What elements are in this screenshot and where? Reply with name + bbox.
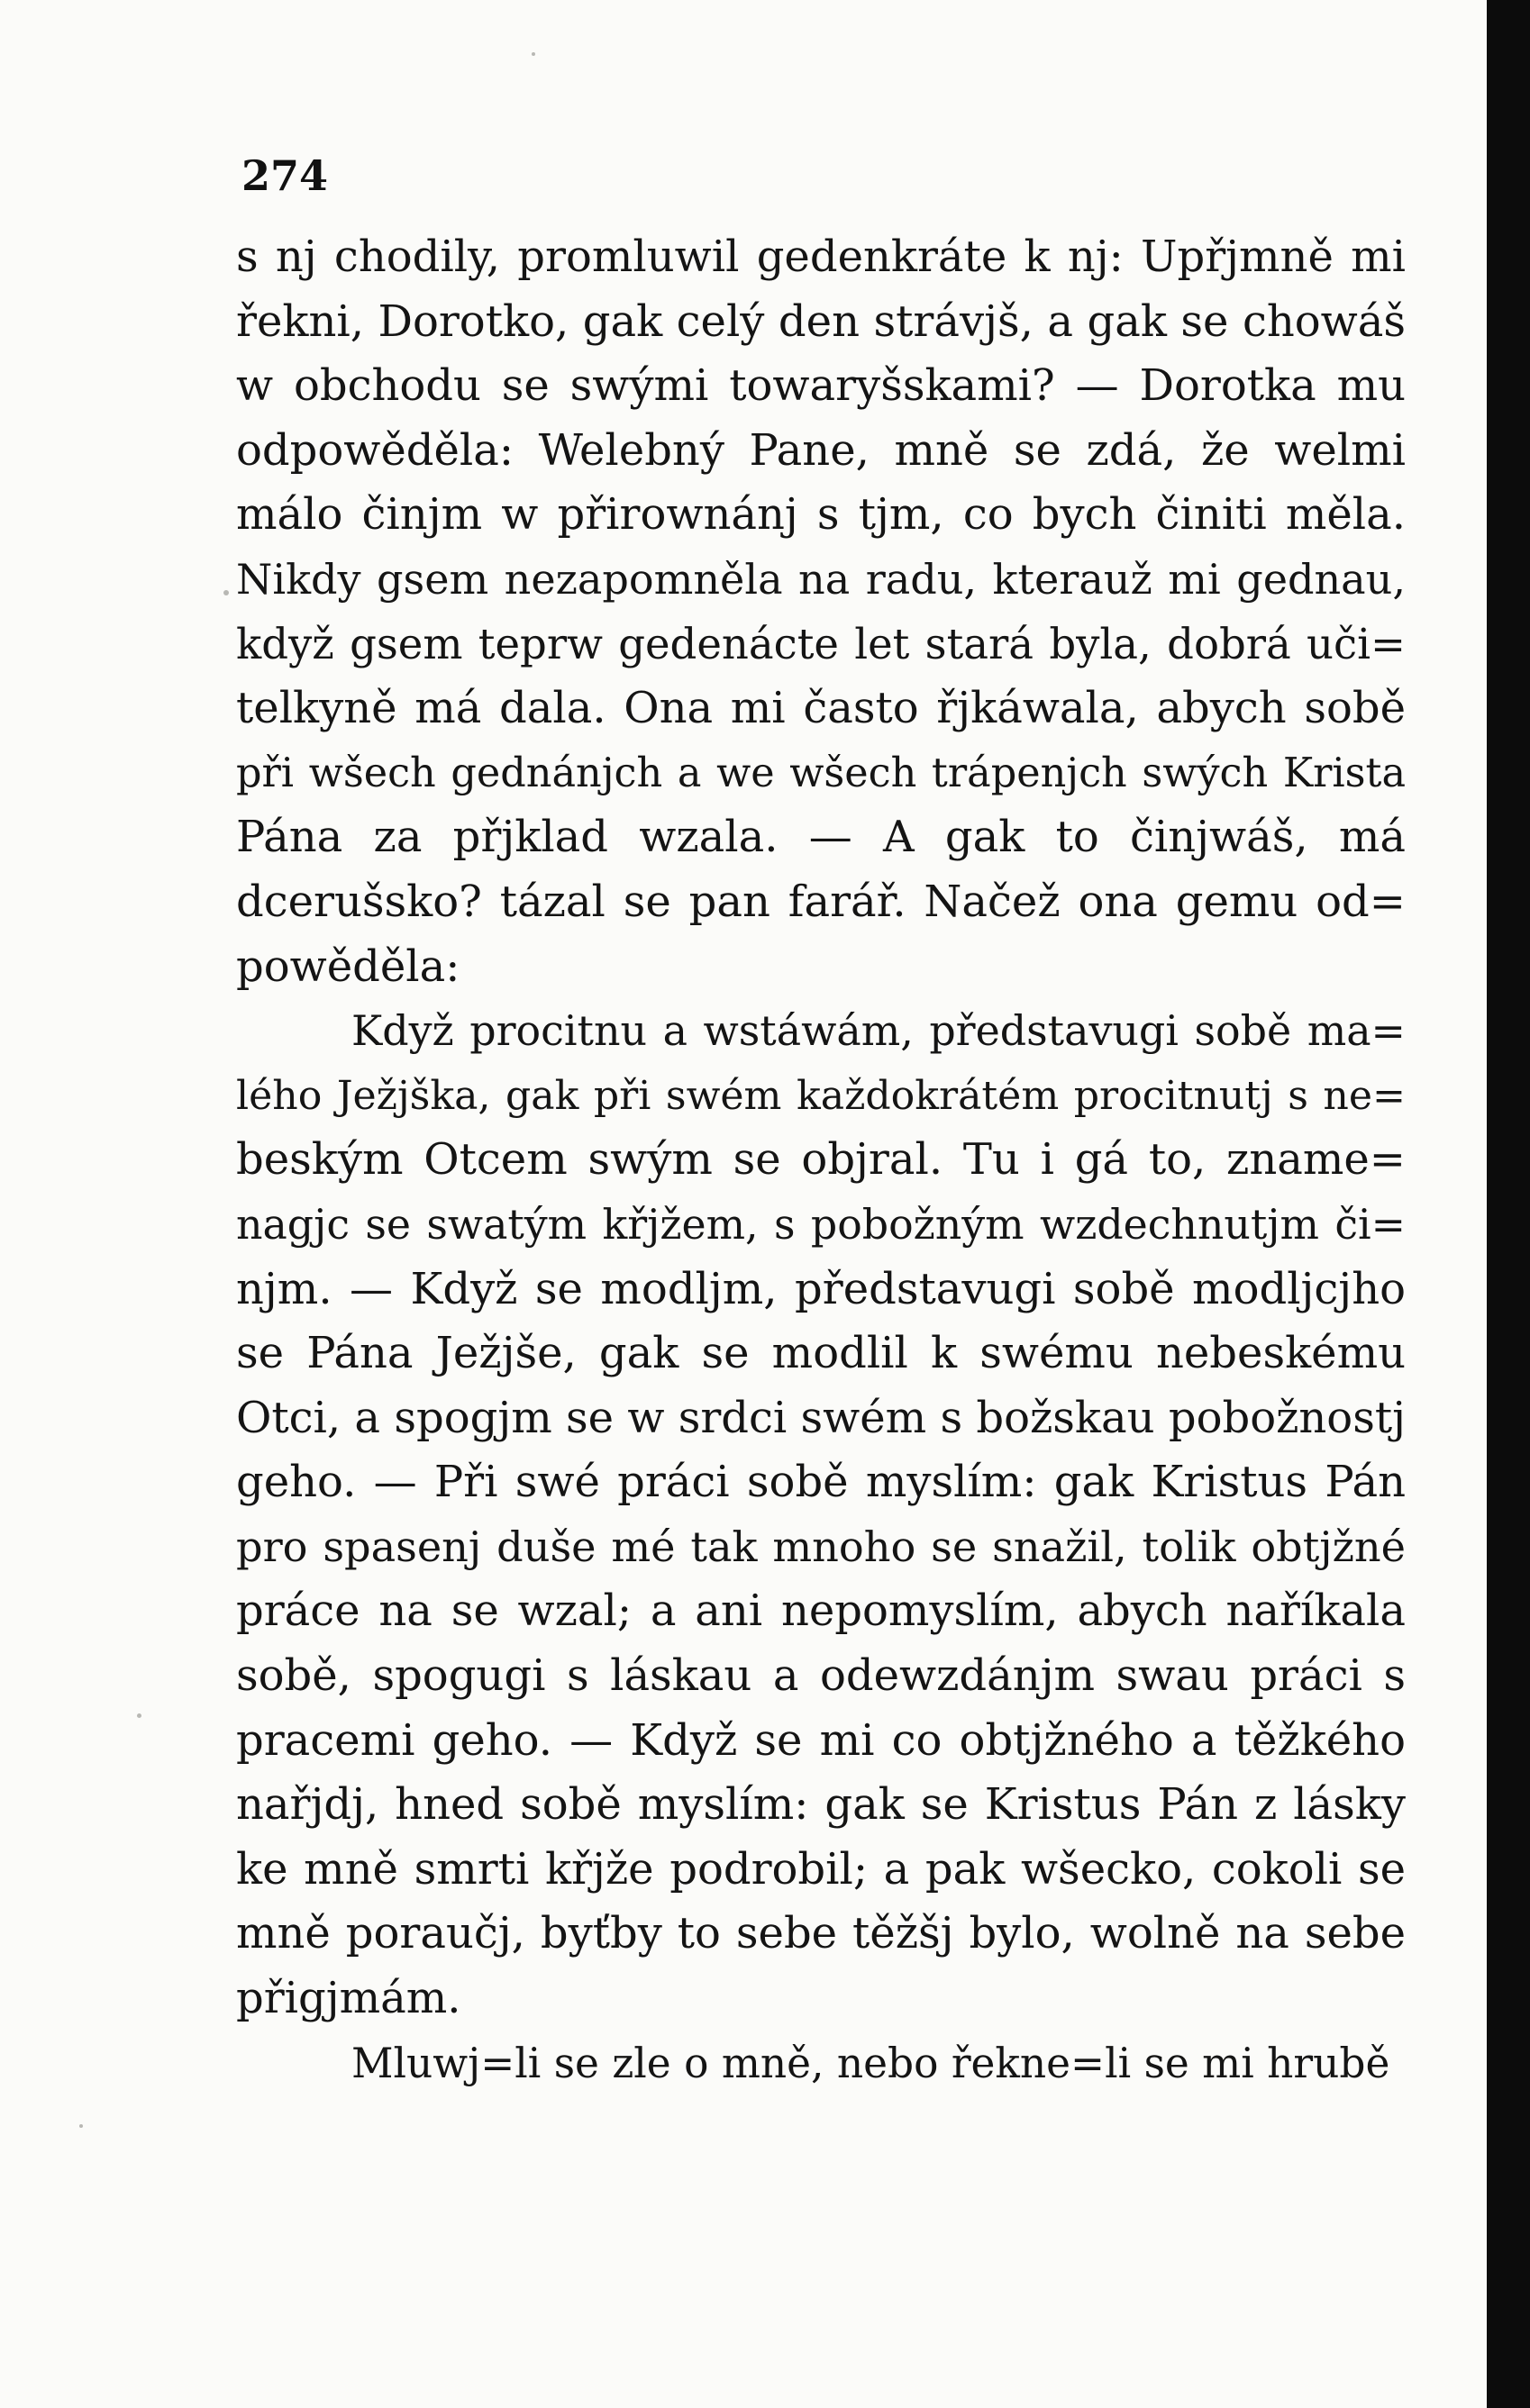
text-line: sobě, spogugi s láskau a odewzdánjm swau práci s (236, 1650, 1406, 1702)
text-line: telkyně má dala. Ona mi často řjkáwala, abych sobě (236, 683, 1406, 734)
text-line: když gsem teprw gedenácte let stará byla, dobrá uči= (236, 619, 1406, 668)
text-line: dcerušsko? tázal se pan farář. Načež ona gemu od= (236, 876, 1406, 927)
text-line: přigjmám. (236, 1973, 461, 2024)
text-line: nagjc se swatým křjžem, s pobožným wzdechnutjm či= (236, 1199, 1406, 1249)
text-line: řekni, Dorotko, gak celý den strávjš, a gak se chowáš (236, 295, 1406, 347)
text-line: pro spasenj duše mé tak mnoho se snažil, tolik obtjžné (236, 1522, 1406, 1571)
text-line: s nj chodily, promluwil gedenkráte k nj: Upřjmně mi (236, 232, 1406, 282)
text-line: geho. — Při swé práci sobě myslím: gak Kristus Pán (236, 1457, 1406, 1508)
text-line: Nikdy gsem nezapomněla na radu, kterauž mi gednau, (236, 554, 1406, 604)
paper-speck (223, 590, 229, 595)
paragraph-first-line: Když procitnu a wstáwám, představugi sobě ma= (351, 1006, 1406, 1056)
text-line: se Pána Ježjše, gak se modlil k swému nebeskému (236, 1328, 1406, 1379)
paper-speck (137, 1713, 141, 1718)
paper-speck (532, 52, 535, 56)
text-line: w obchodu se swými towaryšskami? — Dorotka mu (236, 360, 1406, 412)
text-line: ke mně smrti křjže podrobil; a pak wšecko, cokoli se (236, 1843, 1406, 1895)
text-line: lého Ježjška, gak při swém každokrátém procitnutj s ne= (236, 1072, 1406, 1119)
text-line: nařjdj, hned sobě myslím: gak se Kristus Pán z lásky (236, 1779, 1406, 1831)
text-line: beským Otcem swým se objral. Tu i gá to, zname= (236, 1134, 1406, 1186)
paper-speck (79, 2124, 83, 2128)
text-line: při wšech gednánjch a we wšech trápenjch swých Krista (236, 749, 1406, 796)
text-line: njm. — Když se modljm, představugi sobě modljcjho (236, 1263, 1406, 1314)
text-line: pracemi geho. — Když se mi co obtjžného a těžkého (236, 1714, 1406, 1766)
text-line: mně poraučj, byťby to sebe těžšj bylo, wolně na sebe (236, 1908, 1406, 1959)
body-text (236, 225, 1406, 2095)
text-line: Otci, a spogjm se w srdci swém s božskau pobožnostj (236, 1392, 1406, 1443)
text-line: práce na se wzal; a ani nepomyslím, abych naříkala (236, 1586, 1406, 1637)
paragraph-first-line: Mluwj=li se zle o mně, nebo řekne=li se mi hrubě (351, 2039, 1390, 2087)
page-number: 274 (241, 151, 329, 200)
text-line: Pána za přjklad wzala. — A gak to činjwáš, má (236, 812, 1406, 863)
text-line: powěděla: (236, 940, 460, 992)
text-line: málo činjm w přirownánj s tjm, co bych činiti měla. (236, 489, 1406, 541)
text-line: odpowěděla: Welebný Pane, mně se zdá, že welmi (236, 424, 1406, 476)
